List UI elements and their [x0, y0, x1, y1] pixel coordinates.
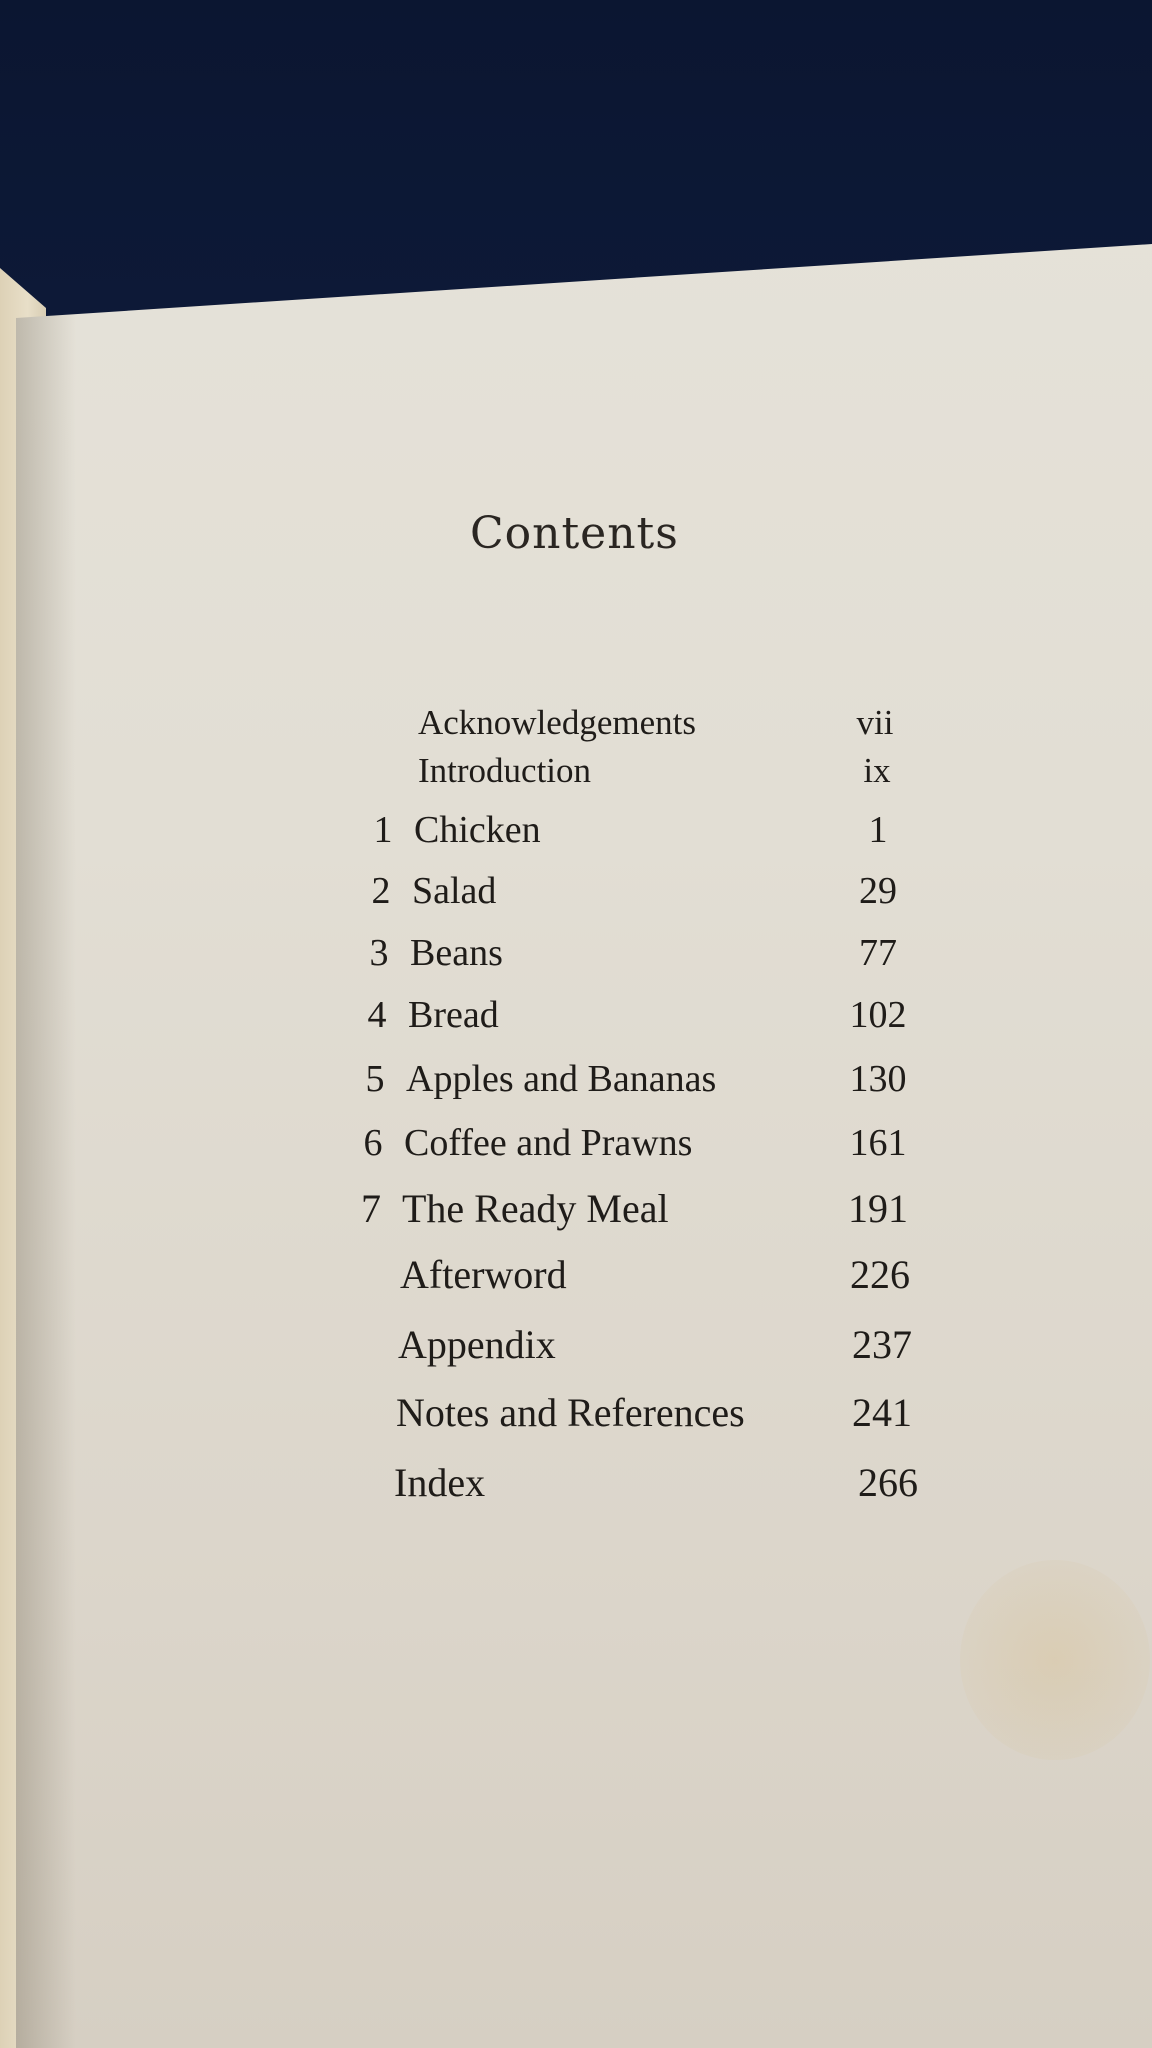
toc-entry-label: Salad [412, 870, 497, 912]
toc-entry-page: vii [856, 703, 894, 742]
toc-entry-page: ix [863, 751, 891, 790]
contents-title: Contents [470, 508, 679, 559]
toc-entry-page: 266 [858, 1460, 918, 1505]
toc-entry-number: 1 [373, 809, 393, 851]
toc-entry-label: Introduction [418, 751, 592, 790]
toc-entry-label: Notes and References [396, 1390, 745, 1435]
toc-entry-label: Index [394, 1460, 486, 1505]
toc-entry [370, 698, 970, 748]
toc-entry-page: 191 [848, 1186, 908, 1231]
toc-entry [356, 1184, 956, 1234]
toc-entry-label: Apples and Bananas [406, 1058, 717, 1100]
toc-entry [358, 1118, 958, 1168]
toc-entry [364, 928, 964, 978]
toc-entry-number: 2 [371, 870, 391, 912]
toc-entry-page: 102 [849, 994, 907, 1036]
toc-entry-page: 226 [850, 1252, 910, 1297]
toc-entry [362, 990, 962, 1040]
toc-entry [370, 746, 970, 796]
toc-entry-label: Beans [410, 932, 503, 974]
toc-entry-number: 3 [369, 932, 389, 974]
toc-entry-page: 1 [868, 809, 888, 851]
toc-entry-page: 29 [859, 870, 897, 912]
toc-entry-page: 130 [849, 1058, 907, 1100]
toc-entry-label: Acknowledgements [418, 703, 696, 742]
toc-entry [360, 1054, 960, 1104]
toc-entry-number: 5 [365, 1058, 385, 1100]
toc-entry-page: 77 [859, 932, 897, 974]
toc-entry-number: 7 [361, 1186, 381, 1231]
toc-entry-label: Bread [408, 994, 499, 1036]
toc-entry-label: Chicken [414, 809, 541, 851]
toc-entry-label: The Ready Meal [402, 1186, 669, 1231]
toc-entry-label: Appendix [398, 1322, 556, 1367]
toc-entry [350, 1388, 990, 1438]
toc-entry-page: 241 [852, 1390, 912, 1435]
toc-entry [368, 805, 968, 855]
toc-entry-number: 4 [367, 994, 387, 1036]
toc-entry [348, 1458, 948, 1508]
toc-entry-label: Afterword [400, 1252, 567, 1297]
toc-entry-page: 161 [849, 1122, 907, 1164]
toc-entry [366, 866, 966, 916]
toc-entry [352, 1320, 952, 1370]
toc-entry-page: 237 [852, 1322, 912, 1367]
toc-entry-number: 6 [363, 1122, 383, 1164]
toc-entry [354, 1250, 954, 1300]
toc-entry-label: Coffee and Prawns [404, 1122, 693, 1164]
